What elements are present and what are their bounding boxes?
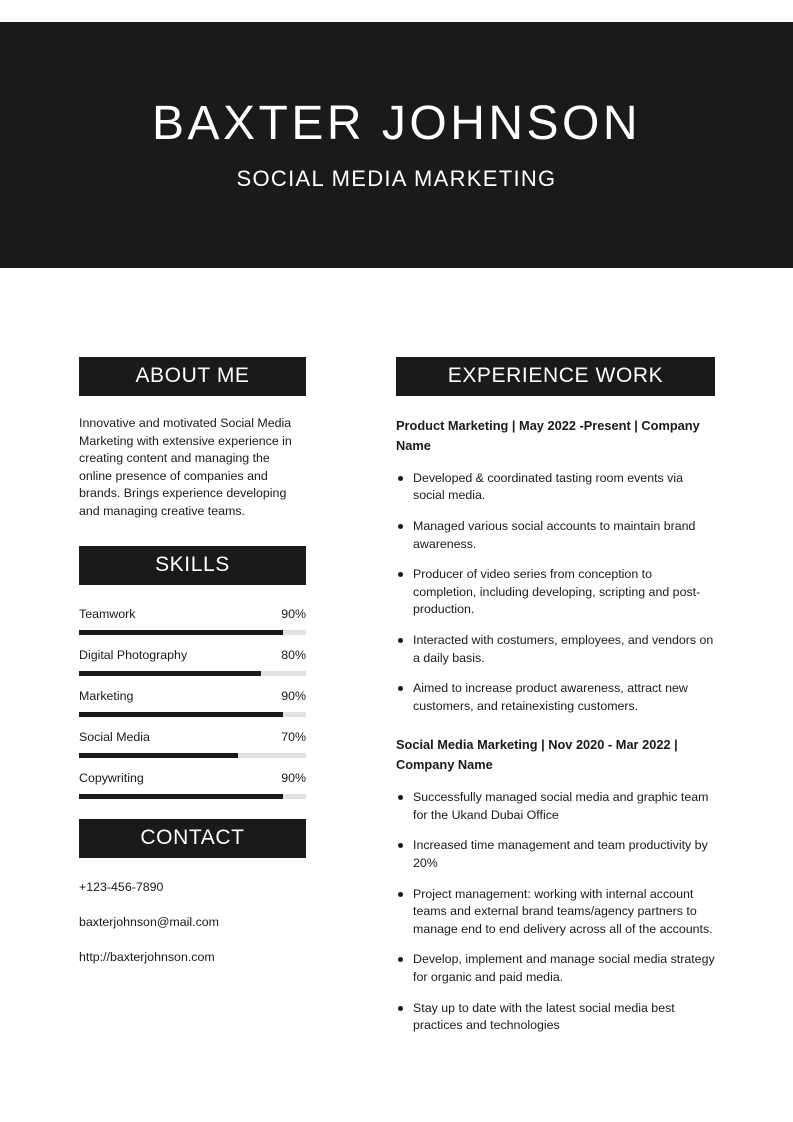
candidate-role: SOCIAL MEDIA MARKETING xyxy=(236,166,557,192)
skills-section-title: SKILLS xyxy=(79,546,306,585)
skill-fill xyxy=(79,712,283,717)
job-bullet: Interacted with costumers, employees, and vendors on a daily basis. xyxy=(396,632,715,667)
skill-track xyxy=(79,671,306,676)
skill-item xyxy=(79,607,306,635)
skill-item xyxy=(79,689,306,717)
resume-header xyxy=(0,22,793,268)
experience-job xyxy=(396,735,715,1034)
job-bullets xyxy=(396,789,715,1035)
contact-phone[interactable]: +123-456-7890 xyxy=(79,879,164,894)
skill-percent: 90% xyxy=(281,770,306,785)
candidate-name: BAXTER JOHNSON xyxy=(151,96,642,150)
skill-percent: 80% xyxy=(281,647,306,662)
job-bullet: Successfully managed social media and graphic team for the Ukand Dubai Office xyxy=(396,789,715,824)
job-heading: Product Marketing | May 2022 -Present | Company Name xyxy=(396,418,700,453)
job-bullet: Aimed to increase product awareness, attract new customers, and retainexisting customers. xyxy=(396,680,715,715)
contact-website[interactable]: http://baxterjohnson.com xyxy=(79,949,215,964)
job-bullet: Producer of video series from conception to completion, including developing, scripting and post-production. xyxy=(396,566,715,619)
job-bullet: Stay up to date with the latest social media best practices and technologies xyxy=(396,1000,715,1035)
skill-fill xyxy=(79,671,261,676)
skill-item xyxy=(79,648,306,676)
experience-job xyxy=(396,416,715,715)
contact-list xyxy=(79,880,306,964)
skill-name: Marketing xyxy=(79,688,134,703)
job-bullet: Increased time management and team productivity by 20% xyxy=(396,837,715,872)
job-bullet: Develop, implement and manage social media strategy for organic and paid media. xyxy=(396,951,715,986)
about-section-title: ABOUT ME xyxy=(79,357,306,396)
contact-email[interactable]: baxterjohnson@mail.com xyxy=(79,914,219,929)
skill-name: Copywriting xyxy=(79,770,144,785)
left-column xyxy=(79,357,306,985)
skill-track xyxy=(79,753,306,758)
job-bullets xyxy=(396,470,715,716)
job-bullet: Managed various social accounts to maintain brand awareness. xyxy=(396,518,715,553)
skill-item xyxy=(79,730,306,758)
skill-name: Teamwork xyxy=(79,606,136,621)
contact-section-title: CONTACT xyxy=(79,819,306,858)
skill-fill xyxy=(79,794,283,799)
skill-percent: 90% xyxy=(281,606,306,621)
job-bullet: Developed & coordinated tasting room events via social media. xyxy=(396,470,715,505)
skill-percent: 70% xyxy=(281,729,306,744)
skill-fill xyxy=(79,630,283,635)
skill-item xyxy=(79,771,306,799)
skill-name: Digital Photography xyxy=(79,647,188,662)
skill-track xyxy=(79,794,306,799)
right-column xyxy=(396,357,715,1048)
job-heading: Social Media Marketing | Nov 2020 - Mar 2022 | Company Name xyxy=(396,737,678,773)
skill-track xyxy=(79,712,306,717)
skill-fill xyxy=(79,753,238,758)
skill-percent: 90% xyxy=(281,688,306,703)
skills-list xyxy=(79,607,306,799)
job-bullet: Project management: working with internal account teams and external brand teams/agency partners to manage end to end delivery across all of the accounts. xyxy=(396,886,715,939)
skill-name: Social Media xyxy=(79,729,150,744)
about-text: Innovative and motivated Social Media Marketing with extensive experience in creating content and managing the online presence of companies and brands. Brings experience developing and managing creative teams. xyxy=(79,416,292,519)
experience-section-title: EXPERIENCE WORK xyxy=(396,357,715,396)
skill-track xyxy=(79,630,306,635)
